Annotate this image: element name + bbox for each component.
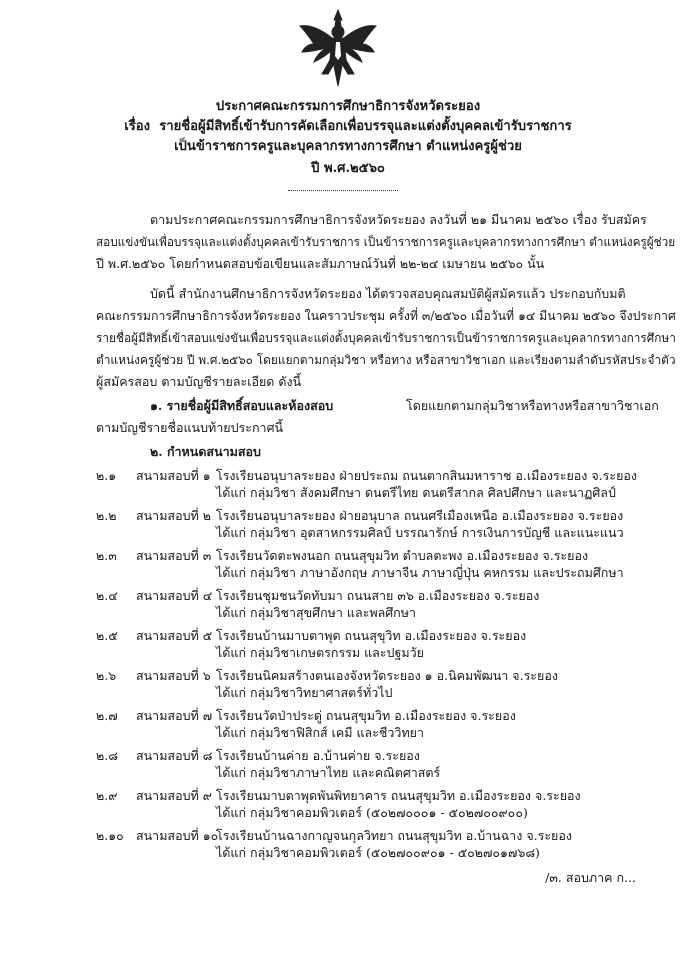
- site-number: ๒.๔: [96, 588, 118, 603]
- para1-line: สอบแข่งขันเพื่อบรรจุและแต่งตั้งบุคคลเข้ารับราชการ เป็นข้าราชการครูและบุคลากรทางการศึกษา ตำแหน่งครูผู้ช่วย: [96, 235, 676, 249]
- subject-line-1: [0, 118, 696, 136]
- subject-text-1: รายชื่อผู้มีสิทธิ์เข้ารับการคัดเลือกเพื่อบรรจุและแต่งตั้งบุคคลเข้ารับราชการ: [159, 119, 572, 134]
- site-number: ๒.๓: [96, 548, 117, 563]
- site-groups: ได้แก่ กลุ่มวิชาภาษาไทย และคณิตศาสตร์: [216, 765, 441, 780]
- site-groups: ได้แก่ กลุ่มวิชา สังคมศึกษา ดนตรีไทย ดนตรีสากล ศิลปศึกษา และนาฏศิลป์: [216, 485, 616, 500]
- continuation-note: /๓. สอบภาค ก...: [545, 870, 636, 885]
- site-label: สนามสอบที่ ๖: [136, 668, 211, 683]
- para2-line: คณะกรรมการศึกษาธิการจังหวัดระยอง ในคราวประชุม ครั้งที่ ๓/๒๕๖๐ เมื่อวันที่ ๑๔ มีนาคม ๒๕๖๐ จึงประกาศ: [96, 309, 676, 323]
- section1-line2: ตามบัญชีรายชื่อแนบท้ายประกาศนี้: [96, 420, 284, 435]
- site-groups: ได้แก่ กลุ่มวิชาฟิสิกส์ เคมี และชีววิทยา: [216, 725, 425, 740]
- site-school: โรงเรียนบ้านค่าย อ.บ้านค่าย จ.ระยอง: [216, 748, 420, 763]
- site-school: โรงเรียนนิคมสร้างตนเองจังหวัดระยอง ๑ อ.นิคมพัฒนา จ.ระยอง: [216, 668, 558, 683]
- section1-text: โดยแยกตามกลุ่มวิชาหรือทางหรือสาขาวิชาเอก: [406, 398, 659, 413]
- para2-line: รายชื่อผู้มีสิทธิ์เข้าสอบแข่งขันเพื่อบรรจุและแต่งตั้งบุคคลเข้ารับราชการเป็นข้าราชการครูและบุคลากรทางการศึกษา: [96, 331, 676, 345]
- header-divider: [288, 190, 398, 191]
- section1-heading: ๑. รายชื่อผู้มีสิทธิ์สอบและห้องสอบ: [150, 398, 334, 413]
- site-label: สนามสอบที่ ๘: [136, 748, 213, 763]
- site-label: สนามสอบที่ ๑๐: [136, 828, 219, 843]
- subject-line-3: ปี พ.ศ.๒๕๖๐: [311, 161, 385, 176]
- site-label: สนามสอบที่ ๓: [136, 548, 212, 563]
- site-groups: ได้แก่ กลุ่มวิชาเกษตรกรรม และปฐมวัย: [216, 645, 424, 660]
- site-groups: ได้แก่ กลุ่มวิชาวิทยาศาสตร์ทั่วไป: [216, 685, 393, 700]
- para2-line: ตำแหน่งครูผู้ช่วย ปี พ.ศ.๒๕๖๐ โดยแยกตามกลุ่มวิชา หรือทาง หรือสาขาวิชาเอก และเรียงตามลำดับรหัสประจำตัว: [96, 353, 676, 367]
- subject-line-2: เป็นข้าราชการครูและบุคลากรทางการศึกษา ตำแหน่งครูผู้ช่วย: [174, 139, 522, 154]
- site-school: โรงเรียนมาบตาพุดพันพิทยาคาร ถนนสุขุมวิท อ.เมืองระยอง จ.ระยอง: [216, 788, 581, 803]
- site-groups: ได้แก่ กลุ่มวิชาสุขศึกษา และพลศึกษา: [216, 605, 416, 620]
- section2-heading: ๒. กำหนดสนามสอบ: [150, 444, 261, 459]
- site-label: สนามสอบที่ ๕: [136, 628, 213, 643]
- site-number: ๒.๒: [96, 508, 117, 523]
- announcement-title: ประกาศคณะกรรมการศึกษาธิการจังหวัดระยอง: [215, 99, 481, 114]
- site-number: ๒.๑๐: [96, 828, 124, 843]
- site-groups: ได้แก่ กลุ่มวิชาคอมพิวเตอร์ (๕๐๒๗๐๐๐๑ - ๕๐๒๗๐๐๙๐๐): [216, 805, 528, 820]
- para2-line: บัดนี้ สำนักงานศึกษาธิการจังหวัดระยอง ได้ตรวจสอบคุณสมบัติผู้สมัครแล้ว ประกอบกับมติ: [150, 286, 626, 301]
- site-number: ๒.๕: [96, 628, 118, 643]
- site-label: สนามสอบที่ ๑: [136, 468, 211, 483]
- site-groups: ได้แก่ กลุ่มวิชา ภาษาอังกฤษ ภาษาจีน ภาษาญี่ปุ่น คหกรรม และประถมศึกษา: [216, 565, 624, 580]
- site-school: โรงเรียนบ้านฉางกาญจนกุลวิทยา ถนนสุขุมวิท อ.บ้านฉาง จ.ระยอง: [216, 828, 572, 843]
- subject-label: เรื่อง: [124, 119, 151, 134]
- site-number: ๒.๙: [96, 788, 118, 803]
- site-number: ๒.๑: [96, 468, 117, 483]
- site-label: สนามสอบที่ ๔: [136, 588, 213, 603]
- site-school: โรงเรียนวัดตะพงนอก ถนนสุขุมวิท ตำบลตะพง อ.เมืองระยอง จ.ระยอง: [216, 548, 589, 563]
- para1-line: ตามประกาศคณะกรรมการศึกษาธิการจังหวัดระยอง ลงวันที่ ๒๑ มีนาคม ๒๕๖๐ เรื่อง รับสมัคร: [150, 212, 647, 227]
- site-label: สนามสอบที่ ๗: [136, 708, 213, 723]
- site-school: โรงเรียนบ้านมาบตาพุด ถนนสุขุวิท อ.เมืองระยอง จ.ระยอง: [216, 628, 527, 643]
- site-number: ๒.๖: [96, 668, 117, 683]
- garuda-emblem-icon: [298, 8, 378, 88]
- para2-line: ผู้สมัครสอบ ตามบัญชีรายละเอียด ดังนี้: [96, 374, 302, 389]
- site-school: โรงเรียนอนุบาลระยอง ฝ่ายอนุบาล ถนนศรีเมืองเหนือ อ.เมืองระยอง จ.ระยอง: [216, 508, 624, 523]
- para1-line: ปี พ.ศ.๒๕๖๐ โดยกำหนดสอบข้อเขียนและสัมภาษณ์วันที่ ๒๒-๒๔ เมษายน ๒๕๖๐ นั้น: [96, 256, 545, 271]
- site-number: ๒.๗: [96, 708, 118, 723]
- site-label: สนามสอบที่ ๒: [136, 508, 211, 523]
- site-school: โรงเรียนวัดป่าประดู่ ถนนสุขุมวิท อ.เมืองระยอง จ.ระยอง: [216, 708, 516, 723]
- site-number: ๒.๘: [96, 748, 118, 763]
- site-school: โรงเรียนชุมชนวัดทับมา ถนนสาย ๓๖ อ.เมืองระยอง จ.ระยอง: [216, 588, 540, 603]
- site-label: สนามสอบที่ ๙: [136, 788, 212, 803]
- site-school: โรงเรียนอนุบาลระยอง ฝ่ายประถม ถนนตากสินมหาราช อ.เมืองระยอง จ.ระยอง: [216, 468, 638, 483]
- site-groups: ได้แก่ กลุ่มวิชาคอมพิวเตอร์ (๕๐๒๗๐๐๙๐๑ - ๕๐๒๗๐๑๗๖๘): [216, 845, 540, 860]
- site-groups: ได้แก่ กลุ่มวิชา อุตสาหกรรมศิลป์ บรรณารักษ์ การเงินการบัญชี และแนะแนว: [216, 525, 624, 540]
